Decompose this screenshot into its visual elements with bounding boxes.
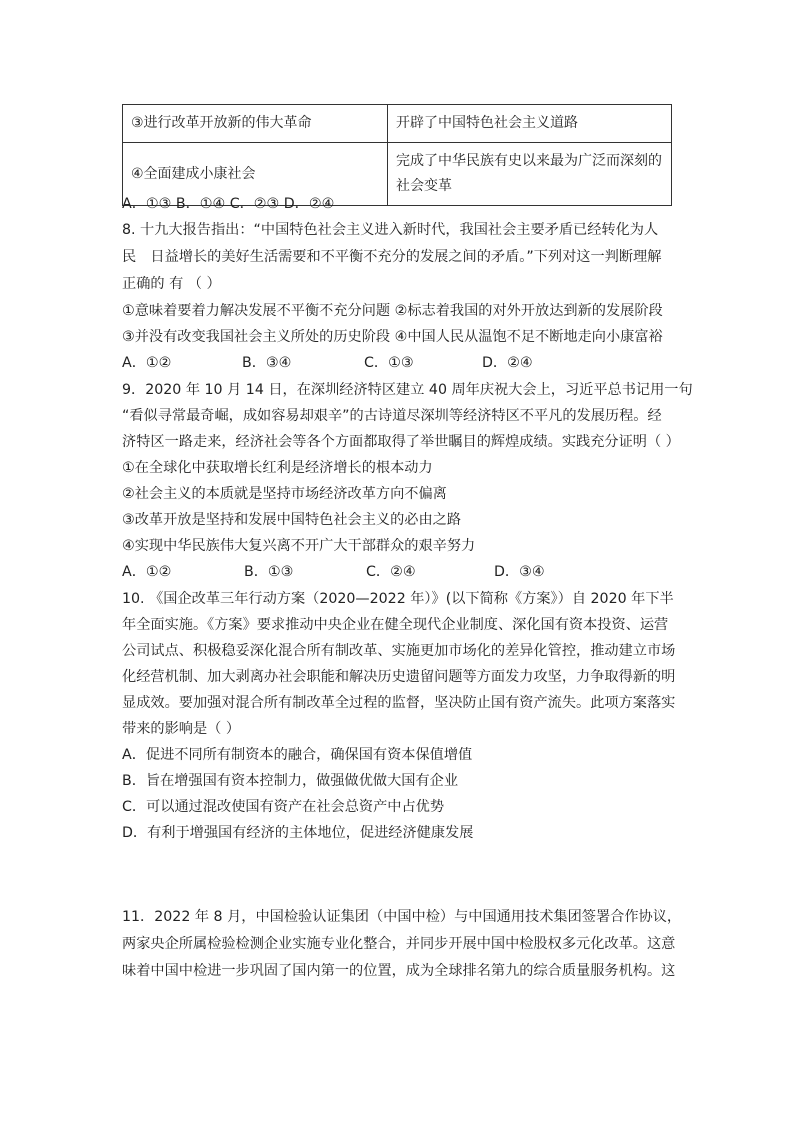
q8-line: ③并没有改变我国社会主义所处的历史阶段 ④中国人民从温饱不足不断地走向小康富裕 [122, 329, 663, 345]
table-cell-line: 社会变革 [396, 178, 452, 194]
q8-line: 正确的 有 （ ） [122, 276, 221, 292]
option-a: A．①② [122, 355, 172, 371]
table-cell-line: 完成了中华民族有史以来最为广泛而深刻的 [396, 153, 662, 169]
q11-line: 两家央企所属检验检测企业实施专业化整合，并同步开展中国中检股权多元化改革。这意 [122, 936, 676, 952]
option-b: B．①③ [244, 564, 294, 580]
q10-line: 10. 《国企改革三年行动方案（2020—2022 年）》(以下简称《方案》）自 2020 年下半 [122, 591, 674, 607]
table-cell: ④全面建成小康社会 [123, 143, 388, 206]
q10-option-d: D．有利于增强国有经济的主体地位，促进经济健康发展 [122, 825, 474, 841]
table-row [123, 105, 672, 143]
option-d: D．②④ [482, 355, 533, 371]
q11-line: 11．2022 年 8 月，中国检验认证集团（中国中检）与中国通用技术集团签署合作协议， [122, 909, 682, 925]
q9-line: ①在全球化中获取增长红利是经济增长的根本动力 [122, 460, 433, 476]
q9-line: ②社会主义的本质就是坚持市场经济改革方向不偏离 [122, 486, 447, 502]
q10-line: 显成效。要加强对混合所有制改革全过程的监督，坚决防止国有资产流失。此项方案落实 [122, 695, 676, 711]
option-d: D．③④ [494, 564, 545, 580]
option-a: A．①② [122, 564, 172, 580]
q10-line: 年全面实施。《方案》要求推动中央企业在健全现代企业制度、深化国有资本投资、运营 [122, 617, 669, 633]
q9-line: 济特区一路走来，经济社会等各个方面都取得了举世瞩目的辉煌成绩。实践充分证明（ ） [122, 434, 680, 450]
q10-line: 公司试点、积极稳妥深化混合所有制改革、实施更加市场化的差异化管控，推动建立市场 [122, 643, 676, 659]
q10-line: 带来的影响是（ ） [122, 721, 241, 737]
option-b: B．③④ [242, 355, 292, 371]
q9-line: ③改革开放是坚持和发展中国特色社会主义的必由之路 [122, 512, 462, 528]
option-c: C．②④ [366, 564, 416, 580]
table-cell: 开辟了中国特色社会主义道路 [388, 105, 672, 143]
q9-line: “看似寻常最奇崛，成如容易却艰辛”的古诗道尽深圳等经济特区不平凡的发展历程。经 [122, 408, 662, 424]
table-cell: ③进行改革开放新的伟大革命 [123, 105, 388, 143]
q10-option-b: B．旨在增强国有资本控制力，做强做优做大国有企业 [122, 773, 459, 789]
q9-line: ④实现中华民族伟大复兴离不开广大干部群众的艰辛努力 [122, 538, 476, 554]
q8-line: ①意味着要着力解决发展不平衡不充分问题 ②标志着我国的对外开放达到新的发展阶段 [122, 303, 663, 319]
q7-options: A．①③ B．①④ C．②③ D．②④ [122, 196, 335, 212]
q10-line: 化经营机制、加大剥离办社会职能和解决历史遗留问题等方面发力攻坚，力争取得新的明 [122, 669, 676, 685]
answer-table [122, 104, 672, 206]
q9-line: 9．2020 年 10 月 14 日，在深圳经济特区建立 40 周年庆祝大会上，习近平总书记用一句 [122, 382, 693, 398]
q10-option-c: C．可以通过混改使国有资产在社会总资产中占优势 [122, 799, 445, 815]
q9-options [122, 562, 545, 582]
q8-options [122, 353, 533, 373]
option-c: C．①③ [364, 355, 414, 371]
q8-line: 民 日益增长的美好生活需要和不平衡不充分的发展之间的矛盾。”下列对这一判断理解 [122, 249, 662, 265]
q11-line: 味着中国中检进一步巩固了国内第一的位置，成为全球排名第九的综合质量服务机构。这 [122, 963, 676, 979]
table-cell [388, 143, 672, 206]
q10-option-a: A．促进不同所有制资本的融合，确保国有资本保值增值 [122, 747, 473, 763]
q8-line: 8. 十九大报告指出：“中国特色社会主义进入新时代，我国社会主要矛盾已经转化为人 [122, 222, 659, 238]
